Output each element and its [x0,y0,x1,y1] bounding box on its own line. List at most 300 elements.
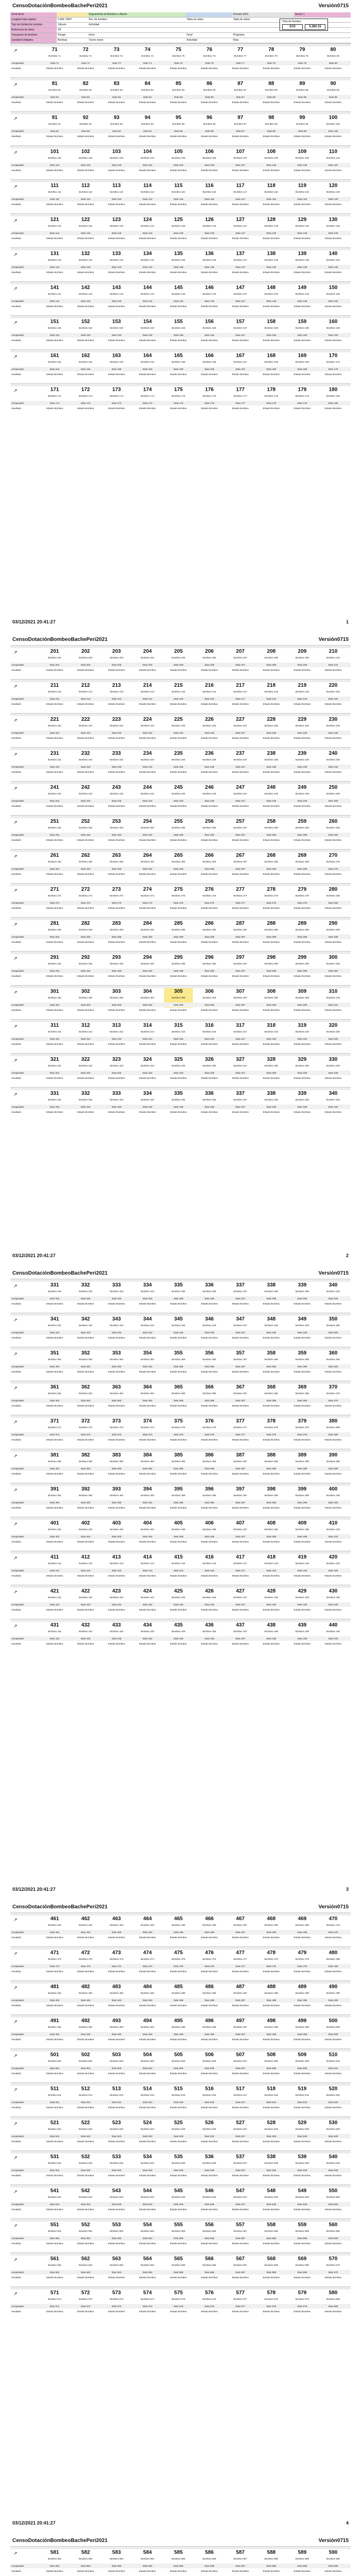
cell-value: Dato 536 [204,2169,215,2172]
cell-status: Estado Bombeo [170,373,187,376]
cell-status: Estado Bombeo [201,1642,218,1645]
cell-value: Dato 419 [297,1569,307,1572]
column-subtitle: Bombeo 265 [171,860,186,863]
column-number: 543 [112,2188,121,2194]
cell-status: Estado Bombeo [201,373,218,376]
column-number: 213 [112,683,121,688]
column-subtitle: Bombeo 91 [48,123,61,125]
column-number: 161 [50,353,59,359]
column-subtitle: Bombeo 559 [295,2230,309,2232]
column-subtitle: Bombeo 478 [264,1958,278,1960]
cell-status: Estado Bombeo [170,2208,187,2211]
column-number: 102 [81,149,90,155]
cell-status: Estado Bombeo [77,2004,94,2007]
cell-status: Estado Bombeo [170,941,187,943]
cell-value: Dato 389 [297,1467,307,1470]
cell-value: Dato 204 [142,664,153,666]
column-subtitle: Bombeo 202 [78,656,93,659]
column-number: 394 [143,1486,152,1492]
row-label: comparador [11,1297,24,1300]
column-subtitle: Bombeo 151 [47,327,62,329]
cell-value: Dato 488 [266,1999,276,2002]
cell-value: Dato 580 [328,2305,338,2308]
cell-status: Estado Bombeo [170,669,187,671]
cell-value: Dato 411 [50,1569,60,1572]
column-number: 514 [143,2086,152,2092]
column-subtitle: Bombeo 206 [202,656,217,659]
column-number: 528 [267,2120,276,2126]
column-number: 204 [143,649,152,654]
cell-status: Estado Bombeo [139,2140,156,2143]
column-subtitle: Bombeo 110 [326,157,340,159]
cell-status: Estado Bombeo [139,135,156,138]
cell-value: Dato 363 [111,1399,122,1402]
cell-status: Estado Bombeo [77,1642,94,1645]
cell-value: Dato 348 [266,1331,276,1334]
column-subtitle: Bombeo 310 [326,996,340,999]
cell-value: Dato 376 [204,1433,215,1436]
column-subtitle: Bombeo 503 [109,2060,124,2062]
column-subtitle: Bombeo 509 [295,2060,309,2062]
column-subtitle: Bombeo 258 [264,826,278,829]
cell-status: Estado Bombeo [139,305,156,308]
page [0,634,361,1262]
column-number: 75 [175,47,182,53]
column-subtitle: Bombeo 590 [326,2557,340,2560]
column-subtitle: Bombeo 411 [48,1562,61,1565]
info-cell: Tabla de datos [187,18,204,21]
column-subtitle: Bombeo 379 [295,1426,309,1429]
cell-status: Estado Bombeo [201,2106,218,2109]
cell-value: Dato 313 [111,1038,122,1040]
cell-value: Dato 258 [266,834,276,836]
cell-value: Dato 418 [266,1569,276,1572]
cell-status: Estado Bombeo [170,2140,187,2143]
column-subtitle: Bombeo 286 [202,928,217,931]
cell-status: Estado Bombeo [108,1506,125,1509]
column-subtitle: Bombeo 166 [202,361,217,363]
column-number: 433 [112,1622,121,1628]
cell-status: Estado Bombeo [232,1642,249,1645]
cell-value: Dato 241 [50,800,60,802]
cell-value: Dato 91 [50,130,59,132]
record-block [10,1381,351,1413]
cell-status: Estado Bombeo [293,2004,311,2007]
column-number: 74 [144,47,151,53]
column-subtitle: Bombeo 544 [140,2196,155,2198]
info-cell: 5.464 / 8557 [58,18,72,21]
column-subtitle: Bombeo 496 [202,2026,217,2028]
column-subtitle: Bombeo 98 [265,123,277,125]
cell-status: Estado Bombeo [232,169,249,172]
cell-status: Estado Bombeo [232,407,249,410]
column-subtitle: Bombeo 386 [202,1460,217,1463]
cell-value: Dato 307 [235,1004,245,1006]
cell-status: Estado Bombeo [324,1336,342,1339]
column-subtitle: Bombeo 467 [233,1924,248,1926]
arrow-icon: ↗ [13,82,18,87]
cell-status: Estado Bombeo [262,771,280,773]
page-header [0,1901,361,1912]
info-cell: Actividad [187,39,198,42]
block-separator [10,747,351,750]
column-number: 479 [298,1950,307,1956]
arrow-icon: ↗ [13,252,18,257]
column-number: 347 [236,1316,245,1322]
cell-status: Estado Bombeo [324,2310,342,2313]
column-number: 574 [143,2290,152,2296]
cell-status: Estado Bombeo [232,1472,249,1475]
cell-value: Dato 343 [111,1331,122,1334]
row-label: comparador [11,732,24,734]
cell-value: Dato 386 [204,1467,215,1470]
column-number: 527 [236,2120,245,2126]
cell-value: Dato 393 [111,1501,122,1504]
cell-status: Estado Bombeo [262,101,280,104]
info-cell [294,33,351,38]
cell-value: Dato 267 [235,868,245,870]
cell-status: Estado Bombeo [77,2208,94,2211]
column-number: 279 [298,887,307,892]
row-label: comparador [11,868,24,870]
column-subtitle: Bombeo 440 [326,1630,340,1633]
cell-status: Estado Bombeo [108,839,125,841]
column-number: 557 [236,2222,245,2228]
cell-status: Estado Bombeo [262,839,280,841]
cell-status: Estado Bombeo [201,2208,218,2211]
cell-value: Dato 113 [111,198,122,200]
cell-status: Estado Bombeo [139,771,156,773]
cell-status: Estado Bombeo [262,203,280,206]
cell-value: Dato 77 [236,62,245,64]
record-block [10,883,351,915]
block-separator [10,1381,351,1384]
column-number: 143 [112,285,121,291]
record-block [10,43,351,75]
cell-value: Dato 331 [50,1106,60,1108]
row-label: comparador [11,300,24,302]
column-number: 504 [143,2052,152,2058]
column-subtitle: Bombeo 251 [47,826,62,829]
cell-value: Dato 330 [328,1072,338,1074]
cell-value: Dato 260 [328,834,338,836]
cell-status: Estado Bombeo [46,169,63,172]
column-number: 465 [174,1916,183,1922]
column-number: 562 [81,2256,90,2262]
cell-value: Dato 154 [142,334,153,336]
column-number: 420 [329,1554,338,1560]
column-subtitle: Bombeo 245 [171,792,186,795]
cell-value: Dato 327 [235,1072,245,1074]
column-number: 332 [81,1091,90,1096]
column-number: 538 [267,2154,276,2160]
record-block [10,985,351,1017]
column-subtitle: Bombeo 375 [171,1426,186,1429]
column-number: 201 [50,649,59,654]
cell-value: Dato 244 [142,800,153,802]
row-label: resultado [11,737,21,739]
record-block [10,849,351,881]
cell-status: Estado Bombeo [201,771,218,773]
cell-value: Dato 112 [80,198,91,200]
info-cell: Referencia de datos [10,28,57,32]
column-subtitle: Bombeo 134 [140,259,155,261]
column-subtitle: Bombeo 400 [326,1494,340,1497]
column-subtitle: Bombeo 255 [171,826,186,829]
cell-value: Dato 286 [204,936,215,938]
cell-status: Estado Bombeo [201,703,218,705]
column-subtitle: Bombeo 172 [78,395,93,397]
column-subtitle: Bombeo 374 [140,1426,155,1429]
column-number: 108 [267,149,276,155]
column-subtitle: Bombeo 535 [171,2162,186,2164]
cell-status: Estado Bombeo [108,1970,125,1973]
column-subtitle: Bombeo 397 [233,1494,248,1497]
row-label: resultado [11,703,21,705]
block-separator [10,2286,351,2290]
record-block [10,1946,351,1978]
column-subtitle: Bombeo 339 [295,1098,309,1101]
column-subtitle: Bombeo 477 [233,1958,248,1960]
cell-value: Dato 78 [267,62,276,64]
cell-value: Dato 248 [266,800,276,802]
cell-value: Dato 566 [204,2271,215,2274]
column-number: 205 [174,649,183,654]
column-subtitle: Bombeo 422 [78,1596,93,1599]
column-number: 335 [174,1091,183,1096]
row-label: comparador [11,2067,24,2070]
column-subtitle: Bombeo 217 [233,690,248,693]
cell-status: Estado Bombeo [324,2072,342,2075]
column-subtitle: Bombeo 122 [78,225,93,227]
cell-status: Estado Bombeo [232,1370,249,1373]
column-subtitle: Bombeo 165 [171,361,186,363]
arrow-icon: ↗ [13,684,18,689]
column-subtitle: Bombeo 224 [140,724,155,727]
column-number: 145 [174,285,183,291]
column-number: 94 [144,115,151,121]
column-number: 262 [81,853,90,858]
column-subtitle: Bombeo 553 [109,2230,124,2232]
column-number: 530 [329,2120,338,2126]
cell-status: Estado Bombeo [46,2310,63,2313]
block-separator [10,645,351,648]
cell-value: Dato 385 [173,1467,184,1470]
column-number: 86 [206,81,212,87]
cell-value: Dato 523 [111,2135,122,2138]
cell-status: Estado Bombeo [293,2208,311,2211]
column-subtitle: Bombeo 82 [79,89,92,91]
arrow-icon: ↗ [13,752,18,757]
cell-status: Estado Bombeo [201,1111,218,1113]
cell-value: Dato 484 [142,1999,153,2002]
cell-value: Dato 243 [111,800,122,802]
column-number: 367 [236,1384,245,1390]
record-block [10,951,351,983]
cell-status: Estado Bombeo [139,1936,156,1939]
cell-value: Dato 370 [328,1399,338,1402]
column-subtitle: Bombeo 266 [202,860,217,863]
cell-status: Estado Bombeo [293,2140,311,2143]
column-subtitle: Bombeo 168 [264,361,278,363]
record-block [10,179,351,211]
cell-value: Dato 431 [50,1637,60,1640]
cell-value: Dato 381 [50,1467,60,1470]
column-subtitle: Bombeo 105 [171,157,186,159]
cell-value: Dato 121 [50,232,60,234]
cell-status: Estado Bombeo [324,203,342,206]
record-block [10,2252,351,2284]
block-separator [10,1619,351,1622]
column-subtitle: Bombeo 95 [172,123,185,125]
column-subtitle: Bombeo 490 [326,1992,340,1994]
block-separator [10,1087,351,1090]
cell-status: Estado Bombeo [201,2004,218,2007]
cell-status: Estado Bombeo [324,1043,342,1045]
cell-value: Dato 524 [142,2135,153,2138]
column-subtitle: Bombeo 225 [171,724,186,727]
column-subtitle: Bombeo 409 [295,1528,309,1531]
cell-value: Dato 531 [50,2169,60,2172]
cell-value: Dato 468 [266,1931,276,1934]
cell-value: Dato 355 [173,1365,184,1368]
column-number: 350 [329,1316,338,1322]
column-subtitle: Bombeo 143 [109,293,124,295]
column-number: 157 [236,319,245,325]
cell-value: Dato 546 [204,2203,215,2206]
column-number: 579 [298,2290,307,2296]
cell-status: Estado Bombeo [293,373,311,376]
cell-value: Dato 255 [173,834,184,836]
cell-value: Dato 369 [297,1399,307,1402]
column-subtitle: Bombeo 520 [326,2094,340,2096]
column-number: 256 [205,819,214,824]
arrow-icon: ↗ [13,2121,18,2126]
column-number: 430 [329,1588,338,1594]
column-subtitle: Bombeo 85 [172,89,185,91]
cell-value: Dato 416 [204,1569,215,1572]
column-number: 341 [50,1316,59,1322]
cell-status: Estado Bombeo [262,305,280,308]
column-number: 216 [205,683,214,688]
column-number: 315 [174,1023,183,1028]
cell-status: Estado Bombeo [108,1336,125,1339]
cell-value: Dato 80 [329,62,338,64]
cell-status: Estado Bombeo [232,1009,249,1011]
column-subtitle: Bombeo 273 [109,894,124,897]
cell-value: Dato 272 [80,902,91,904]
column-number: 568 [267,2256,276,2262]
cell-value: Dato 265 [173,868,184,870]
cell-status: Estado Bombeo [262,669,280,671]
column-number: 555 [174,2222,183,2228]
column-subtitle: Bombeo 155 [171,327,186,329]
column-number: 383 [112,1452,121,1458]
column-subtitle: Bombeo 243 [109,792,124,795]
cell-status: Estado Bombeo [293,805,311,807]
column-subtitle: Bombeo 241 [47,792,62,795]
cell-value: Dato 120 [328,198,338,200]
column-number: 382 [81,1452,90,1458]
cell-value: Dato 318 [266,1038,276,1040]
column-number: 281 [50,921,59,926]
column-subtitle: Bombeo 487 [233,1992,248,1994]
column-subtitle: Bombeo 131 [47,259,62,261]
column-subtitle: Bombeo 429 [295,1596,309,1599]
column-number: 121 [50,217,59,223]
cell-status: Estado Bombeo [46,373,63,376]
column-number: 356 [205,1350,214,1356]
cell-status: Estado Bombeo [139,2208,156,2211]
column-number: 107 [236,149,245,155]
cell-value: Dato 142 [80,300,91,302]
column-number: 155 [174,319,183,325]
cell-status: Estado Bombeo [324,373,342,376]
column-number: 261 [50,853,59,858]
cell-value: Dato 245 [173,800,184,802]
column-number: 219 [298,683,307,688]
column-number: 438 [267,1622,276,1628]
column-subtitle: Bombeo 331 [47,1098,62,1101]
cell-value: Dato 273 [111,902,122,904]
cell-status: Estado Bombeo [77,805,94,807]
info-cell [57,12,88,17]
column-number: 336 [205,1282,214,1288]
column-subtitle: Bombeo 403 [109,1528,124,1531]
cell-value: Dato 575 [173,2305,184,2308]
column-number: 398 [267,1486,276,1492]
record-block [10,2082,351,2114]
column-subtitle: Bombeo 585 [171,2557,186,2560]
column-number: 89 [299,81,305,87]
cell-status: Estado Bombeo [77,1111,94,1113]
cell-value: Dato 402 [80,1535,91,1538]
cell-value: Dato 102 [80,164,91,166]
info-cell: Periodo 2021 [232,12,294,17]
column-number: 322 [81,1057,90,1062]
column-number: 229 [298,717,307,722]
arrow-icon: ↗ [13,1555,18,1561]
cell-value: Dato 333 [111,1297,122,1300]
cell-status: Estado Bombeo [170,2106,187,2109]
column-number: 231 [50,751,59,756]
cell-status: Estado Bombeo [170,2242,187,2245]
column-number: 486 [205,1984,214,1990]
column-number: 226 [205,717,214,722]
cell-value: Dato 423 [111,1603,122,1606]
column-number: 297 [236,955,245,960]
column-number: 73 [113,47,120,53]
cell-status: Estado Bombeo [170,907,187,909]
arrow-icon: ↗ [13,1058,18,1063]
column-subtitle: Bombeo 213 [109,690,124,693]
column-subtitle: Bombeo 219 [295,690,309,693]
column-number: 244 [143,785,152,790]
column-subtitle: Bombeo 305 [171,996,186,999]
column-number: 492 [81,2018,90,2024]
column-subtitle: Bombeo 228 [264,724,278,727]
column-subtitle: Bombeo 244 [140,792,155,795]
column-number: 78 [268,47,274,53]
column-subtitle: Bombeo 109 [295,157,309,159]
arrow-icon: ↗ [13,48,18,53]
column-number: 581 [50,2550,59,2555]
cell-status: Estado Bombeo [324,101,342,104]
cell-status: Estado Bombeo [232,1111,249,1113]
cell-status: Estado Bombeo [139,1077,156,1079]
row-label: comparador [11,902,24,904]
cell-value: Dato 145 [173,300,184,302]
